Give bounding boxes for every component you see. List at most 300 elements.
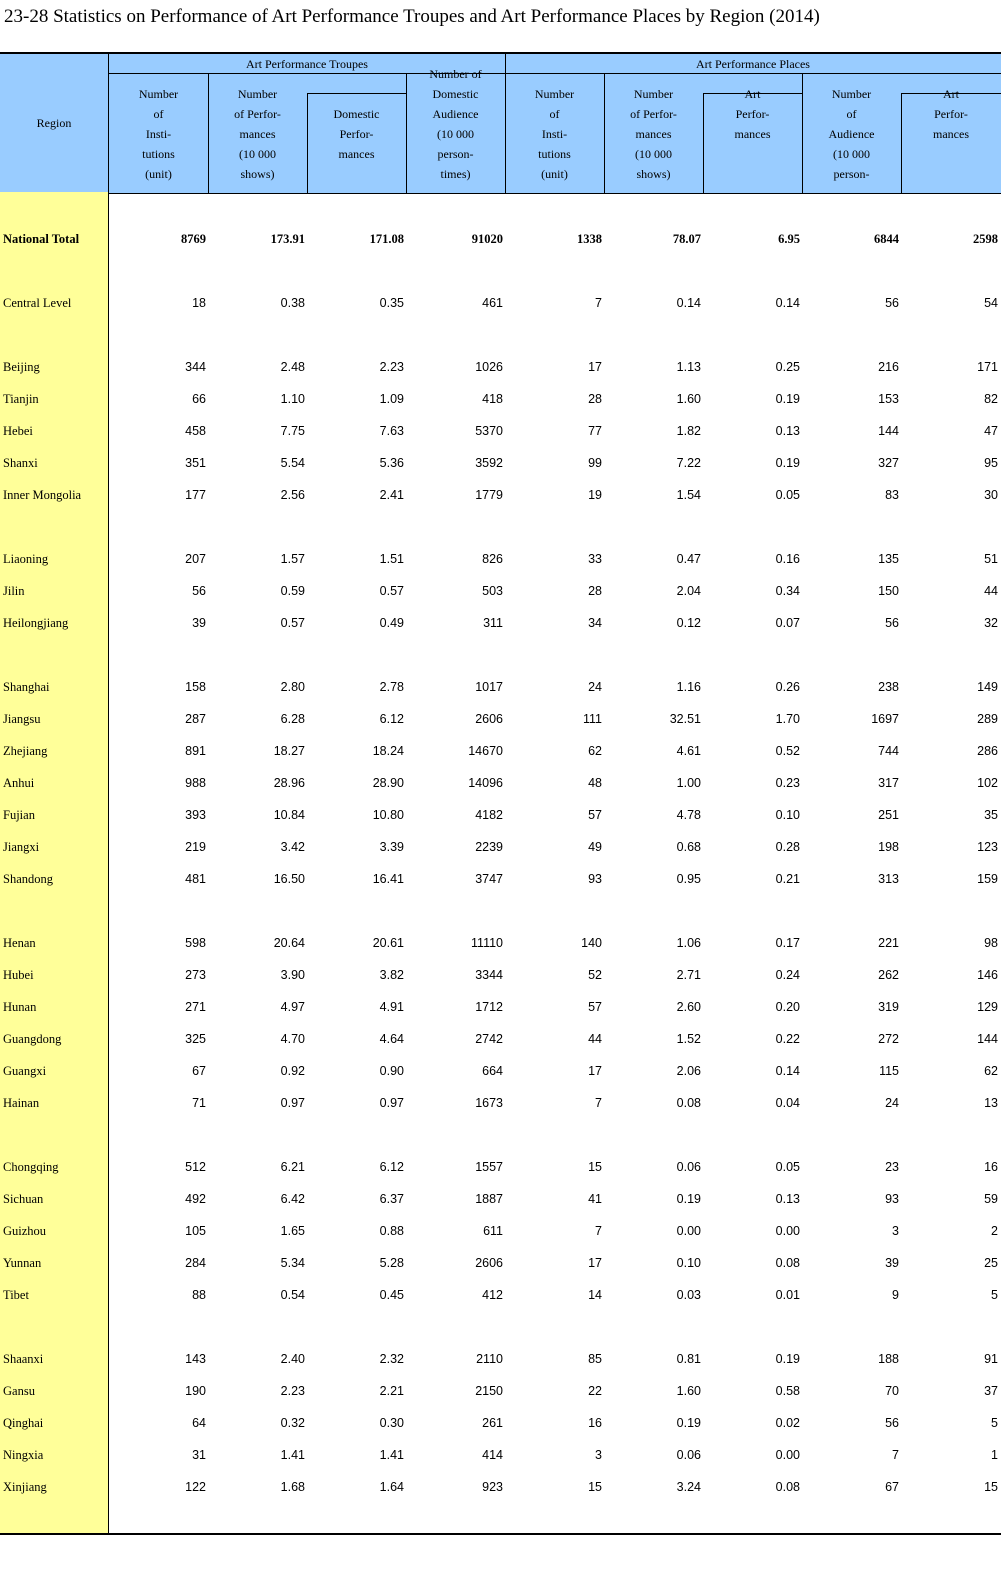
table-cell: 3.24 bbox=[676, 1480, 701, 1494]
table-cell: 146 bbox=[977, 968, 998, 982]
table-cell: 30 bbox=[984, 488, 998, 502]
table-cell: 0.00 bbox=[775, 1224, 800, 1238]
table-cell: 344 bbox=[185, 360, 206, 374]
table-cell: 0.47 bbox=[676, 552, 701, 566]
region-name: Yunnan bbox=[3, 1256, 42, 1270]
table-cell: 71 bbox=[192, 1096, 206, 1110]
table-cell: 77 bbox=[588, 424, 602, 438]
table-cell: 102 bbox=[977, 776, 998, 790]
table-cell: 3344 bbox=[475, 968, 503, 982]
table-cell: 11110 bbox=[471, 936, 503, 950]
table-cell: 159 bbox=[977, 872, 998, 886]
table-cell: 7.22 bbox=[676, 456, 701, 470]
table-cell: 5370 bbox=[475, 424, 503, 438]
table-cell: 0.59 bbox=[280, 584, 305, 598]
table-cell: 418 bbox=[482, 392, 503, 406]
table-cell: 261 bbox=[482, 1416, 503, 1430]
table-cell: 16 bbox=[984, 1160, 998, 1174]
column-header: Art Perfor- mances bbox=[933, 87, 969, 141]
table-cell: 271 bbox=[185, 1000, 206, 1014]
table-cell: 51 bbox=[984, 552, 998, 566]
table-cell: 41 bbox=[588, 1192, 602, 1206]
table-cell: 1.70 bbox=[775, 712, 800, 726]
table-cell: 24 bbox=[885, 1096, 899, 1110]
table-cell: 0.17 bbox=[775, 936, 800, 950]
table-cell: 0.05 bbox=[775, 1160, 800, 1174]
table-cell: 44 bbox=[984, 584, 998, 598]
table-cell: 2239 bbox=[475, 840, 503, 854]
table-cell: 59 bbox=[984, 1192, 998, 1206]
table-cell: 1557 bbox=[475, 1160, 503, 1174]
table-cell: 3 bbox=[892, 1224, 899, 1238]
table-cell: 0.54 bbox=[280, 1288, 305, 1302]
table-cell: 5.28 bbox=[379, 1256, 404, 1270]
table-cell: 2598 bbox=[973, 232, 998, 246]
table-cell: 7 bbox=[595, 296, 602, 310]
region-name: Heilongjiang bbox=[3, 616, 69, 630]
table-row bbox=[0, 1061, 1001, 1083]
region-name: Chongqing bbox=[3, 1160, 59, 1174]
table-cell: 289 bbox=[977, 712, 998, 726]
table-cell: 988 bbox=[185, 776, 206, 790]
table-cell: 111 bbox=[582, 712, 602, 726]
table-cell: 144 bbox=[977, 1032, 998, 1046]
table-cell: 412 bbox=[482, 1288, 503, 1302]
table-cell: 2742 bbox=[475, 1032, 503, 1046]
table-cell: 3.82 bbox=[379, 968, 404, 982]
region-name: Gansu bbox=[3, 1384, 35, 1398]
table-row bbox=[0, 837, 1001, 859]
table-cell: 1 bbox=[991, 1448, 998, 1462]
table-row bbox=[0, 421, 1001, 443]
table-cell: 2 bbox=[991, 1224, 998, 1238]
column-header: Number of Domestic Audience (10 000 person- times) bbox=[429, 67, 482, 181]
table-cell: 0.00 bbox=[775, 1448, 800, 1462]
region-name: Shandong bbox=[3, 872, 53, 886]
table-cell: 16.50 bbox=[273, 872, 305, 886]
table-cell: 13 bbox=[984, 1096, 998, 1110]
table-cell: 14670 bbox=[468, 744, 503, 758]
table-cell: 0.38 bbox=[280, 296, 305, 310]
table-cell: 6.12 bbox=[379, 712, 404, 726]
table-cell: 0.95 bbox=[676, 872, 701, 886]
column-header: Number of Insti- tutions (unit) bbox=[534, 87, 575, 181]
region-name: Guangdong bbox=[3, 1032, 62, 1046]
table-row bbox=[0, 581, 1001, 603]
table-cell: 39 bbox=[192, 616, 206, 630]
table-cell: 0.92 bbox=[280, 1064, 305, 1078]
table-cell: 923 bbox=[482, 1480, 503, 1494]
table-cell: 35 bbox=[984, 808, 998, 822]
table-cell: 16.41 bbox=[372, 872, 404, 886]
table-cell: 1673 bbox=[475, 1096, 503, 1110]
table-cell: 351 bbox=[185, 456, 206, 470]
table-row bbox=[0, 933, 1001, 955]
region-name: Guizhou bbox=[3, 1224, 47, 1238]
table-cell: 0.32 bbox=[280, 1416, 305, 1430]
table-cell: 140 bbox=[581, 936, 602, 950]
table-cell: 37 bbox=[984, 1384, 998, 1398]
table-cell: 0.19 bbox=[676, 1416, 701, 1430]
table-cell: 0.13 bbox=[775, 424, 800, 438]
table-row bbox=[0, 1477, 1001, 1499]
region-name: Zhejiang bbox=[3, 744, 48, 758]
region-name: Shanghai bbox=[3, 680, 50, 694]
table-cell: 6.21 bbox=[280, 1160, 305, 1174]
table-cell: 135 bbox=[878, 552, 899, 566]
table-cell: 56 bbox=[885, 296, 899, 310]
table-cell: 0.08 bbox=[676, 1096, 701, 1110]
table-cell: 492 bbox=[185, 1192, 206, 1206]
table-cell: 4182 bbox=[475, 808, 503, 822]
table-cell: 18 bbox=[192, 296, 206, 310]
table-cell: 3.42 bbox=[280, 840, 305, 854]
table-cell: 0.01 bbox=[775, 1288, 800, 1302]
table-cell: 6.37 bbox=[379, 1192, 404, 1206]
table-cell: 56 bbox=[885, 616, 899, 630]
table-cell: 0.30 bbox=[379, 1416, 404, 1430]
table-cell: 0.25 bbox=[775, 360, 800, 374]
table-cell: 10.80 bbox=[372, 808, 404, 822]
column-header: Number of Audience (10 000 person- bbox=[828, 87, 875, 181]
table-row bbox=[0, 549, 1001, 571]
table-cell: 481 bbox=[185, 872, 206, 886]
table-cell: 1.16 bbox=[676, 680, 701, 694]
table-cell: 49 bbox=[588, 840, 602, 854]
column-header: Number of Insti- tutions (unit) bbox=[138, 87, 179, 181]
table-cell: 2606 bbox=[475, 1256, 503, 1270]
table-cell: 171 bbox=[977, 360, 998, 374]
table-cell: 216 bbox=[878, 360, 899, 374]
table-cell: 44 bbox=[588, 1032, 602, 1046]
table-cell: 0.34 bbox=[775, 584, 800, 598]
table-cell: 64 bbox=[192, 1416, 206, 1430]
table-cell: 32 bbox=[984, 616, 998, 630]
table-cell: 1.41 bbox=[280, 1448, 305, 1462]
table-cell: 393 bbox=[185, 808, 206, 822]
table-cell: 0.16 bbox=[775, 552, 800, 566]
group-header-troupes: Art Performance Troupes bbox=[246, 57, 368, 71]
table-cell: 0.57 bbox=[280, 616, 305, 630]
table-cell: 0.00 bbox=[676, 1224, 701, 1238]
table-row bbox=[0, 997, 1001, 1019]
table-cell: 3747 bbox=[475, 872, 503, 886]
table-cell: 1.60 bbox=[676, 1384, 701, 1398]
table-cell: 598 bbox=[185, 936, 206, 950]
table-row bbox=[0, 293, 1001, 315]
table-cell: 57 bbox=[588, 808, 602, 822]
table-cell: 0.14 bbox=[676, 296, 701, 310]
table-cell: 67 bbox=[192, 1064, 206, 1078]
table-cell: 17 bbox=[588, 1064, 602, 1078]
table-cell: 458 bbox=[185, 424, 206, 438]
table-cell: 0.07 bbox=[775, 616, 800, 630]
table-row bbox=[0, 1381, 1001, 1403]
table-cell: 39 bbox=[885, 1256, 899, 1270]
region-name: Jiangsu bbox=[3, 712, 41, 726]
table-cell: 47 bbox=[984, 424, 998, 438]
table-cell: 664 bbox=[482, 1064, 503, 1078]
table-cell: 34 bbox=[588, 616, 602, 630]
table-cell: 4.97 bbox=[280, 1000, 305, 1014]
table-cell: 0.12 bbox=[676, 616, 701, 630]
table-row bbox=[0, 869, 1001, 891]
table-cell: 19 bbox=[588, 488, 602, 502]
table-cell: 512 bbox=[185, 1160, 206, 1174]
table-cell: 20.61 bbox=[372, 936, 404, 950]
table-cell: 744 bbox=[878, 744, 899, 758]
table-cell: 82 bbox=[984, 392, 998, 406]
table-cell: 8769 bbox=[181, 232, 206, 246]
region-name: Sichuan bbox=[3, 1192, 44, 1206]
table-row bbox=[0, 613, 1001, 635]
region-name: Hainan bbox=[3, 1096, 40, 1110]
table-row bbox=[0, 357, 1001, 379]
table-cell: 0.52 bbox=[775, 744, 800, 758]
table-cell: 311 bbox=[483, 616, 503, 630]
table-cell: 826 bbox=[482, 552, 503, 566]
table-cell: 2.48 bbox=[280, 360, 305, 374]
table-cell: 5 bbox=[991, 1288, 998, 1302]
table-row bbox=[0, 773, 1001, 795]
table-cell: 18.24 bbox=[372, 744, 404, 758]
region-name: Beijing bbox=[3, 360, 40, 374]
table-cell: 0.81 bbox=[676, 1352, 701, 1366]
table-cell: 5.36 bbox=[379, 456, 404, 470]
table-header bbox=[0, 52, 1001, 194]
table-cell: 4.70 bbox=[280, 1032, 305, 1046]
table-cell: 1.57 bbox=[280, 552, 305, 566]
table-cell: 0.28 bbox=[775, 840, 800, 854]
table-cell: 0.13 bbox=[775, 1192, 800, 1206]
table-cell: 4.78 bbox=[676, 808, 701, 822]
table-cell: 115 bbox=[879, 1064, 899, 1078]
table-cell: 0.10 bbox=[676, 1256, 701, 1270]
table-cell: 0.14 bbox=[775, 1064, 800, 1078]
table-cell: 284 bbox=[185, 1256, 206, 1270]
table-cell: 6.42 bbox=[280, 1192, 305, 1206]
table-cell: 62 bbox=[588, 744, 602, 758]
table-cell: 1.64 bbox=[379, 1480, 404, 1494]
table-cell: 93 bbox=[885, 1192, 899, 1206]
table-cell: 0.58 bbox=[775, 1384, 800, 1398]
region-name: Liaoning bbox=[3, 552, 49, 566]
table-cell: 25 bbox=[984, 1256, 998, 1270]
table-cell: 461 bbox=[482, 296, 503, 310]
column-header: Art Perfor- mances bbox=[734, 87, 771, 141]
table-cell: 0.03 bbox=[676, 1288, 701, 1302]
table-cell: 98 bbox=[984, 936, 998, 950]
table-cell: 0.20 bbox=[775, 1000, 800, 1014]
region-name: Guangxi bbox=[3, 1064, 47, 1078]
table-cell: 153 bbox=[878, 392, 899, 406]
table-cell: 1887 bbox=[475, 1192, 503, 1206]
table-cell: 158 bbox=[185, 680, 206, 694]
table-cell: 1.65 bbox=[280, 1224, 305, 1238]
table-cell: 0.97 bbox=[379, 1096, 404, 1110]
table-cell: 7 bbox=[595, 1096, 602, 1110]
table-cell: 0.45 bbox=[379, 1288, 404, 1302]
table-cell: 0.14 bbox=[775, 296, 800, 310]
table-cell: 83 bbox=[885, 488, 899, 502]
table-cell: 2150 bbox=[475, 1384, 503, 1398]
table-cell: 1.09 bbox=[379, 392, 404, 406]
region-name: Shaanxi bbox=[3, 1352, 44, 1366]
table-cell: 0.24 bbox=[775, 968, 800, 982]
table-cell: 0.19 bbox=[775, 392, 800, 406]
table-cell: 891 bbox=[185, 744, 206, 758]
column-header: Domestic Perfor- mances bbox=[333, 107, 380, 161]
region-name: Anhui bbox=[3, 776, 35, 790]
table-row bbox=[0, 485, 1001, 507]
table-cell: 23 bbox=[885, 1160, 899, 1174]
region-name: Hubei bbox=[3, 968, 34, 982]
table-cell: 251 bbox=[878, 808, 899, 822]
table-cell: 3592 bbox=[475, 456, 503, 470]
table-cell: 503 bbox=[482, 584, 503, 598]
table-cell: 0.35 bbox=[379, 296, 404, 310]
table-cell: 287 bbox=[185, 712, 206, 726]
table-cell: 1779 bbox=[475, 488, 503, 502]
table-cell: 54 bbox=[984, 296, 998, 310]
table-cell: 1.54 bbox=[676, 488, 701, 502]
table-cell: 1.51 bbox=[379, 552, 404, 566]
table-row bbox=[0, 805, 1001, 827]
table-cell: 219 bbox=[185, 840, 206, 854]
table-row bbox=[0, 741, 1001, 763]
table-cell: 190 bbox=[185, 1384, 206, 1398]
table-cell: 5 bbox=[991, 1416, 998, 1430]
table-cell: 2.40 bbox=[280, 1352, 305, 1366]
table-cell: 221 bbox=[878, 936, 899, 950]
table-cell: 17 bbox=[588, 1256, 602, 1270]
table-cell: 0.57 bbox=[379, 584, 404, 598]
table-cell: 143 bbox=[185, 1352, 206, 1366]
table-cell: 0.90 bbox=[379, 1064, 404, 1078]
table-cell: 0.68 bbox=[676, 840, 701, 854]
table-cell: 1.00 bbox=[676, 776, 701, 790]
table-cell: 7 bbox=[595, 1224, 602, 1238]
table-cell: 28 bbox=[588, 584, 602, 598]
table-cell: 2.23 bbox=[379, 360, 404, 374]
table-cell: 4.64 bbox=[379, 1032, 404, 1046]
table-cell: 1.13 bbox=[676, 360, 701, 374]
table-cell: 207 bbox=[185, 552, 206, 566]
table-cell: 122 bbox=[185, 1480, 206, 1494]
table-cell: 33 bbox=[588, 552, 602, 566]
table-cell: 1.60 bbox=[676, 392, 701, 406]
table-cell: 32.51 bbox=[669, 712, 701, 726]
table-cell: 99 bbox=[588, 456, 602, 470]
table-cell: 15 bbox=[588, 1160, 602, 1174]
table-cell: 0.21 bbox=[775, 872, 800, 886]
table-cell: 2.80 bbox=[280, 680, 305, 694]
region-name: National Total bbox=[3, 232, 80, 246]
table-cell: 2.78 bbox=[379, 680, 404, 694]
table-cell: 6.95 bbox=[778, 232, 800, 246]
table-cell: 317 bbox=[878, 776, 899, 790]
table-row bbox=[0, 1349, 1001, 1371]
table-cell: 14096 bbox=[468, 776, 503, 790]
table-cell: 2.04 bbox=[676, 584, 701, 598]
table-cell: 78.07 bbox=[672, 232, 701, 246]
table-row bbox=[0, 1189, 1001, 1211]
table-cell: 15 bbox=[588, 1480, 602, 1494]
table-cell: 3.90 bbox=[280, 968, 305, 982]
table-cell: 7.63 bbox=[379, 424, 404, 438]
table-cell: 177 bbox=[185, 488, 206, 502]
table-cell: 0.26 bbox=[775, 680, 800, 694]
table-cell: 4.91 bbox=[379, 1000, 404, 1014]
table-cell: 16 bbox=[588, 1416, 602, 1430]
table-cell: 31 bbox=[192, 1448, 206, 1462]
table-cell: 272 bbox=[878, 1032, 899, 1046]
region-name: Central Level bbox=[3, 296, 72, 310]
table-cell: 611 bbox=[483, 1224, 503, 1238]
table-cell: 10.84 bbox=[273, 808, 305, 822]
table-cell: 17 bbox=[588, 360, 602, 374]
region-column-header: Region bbox=[36, 116, 72, 130]
table-row bbox=[0, 965, 1001, 987]
table-cell: 52 bbox=[588, 968, 602, 982]
table-cell: 6.12 bbox=[379, 1160, 404, 1174]
table-cell: 129 bbox=[977, 1000, 998, 1014]
table-cell: 6844 bbox=[874, 232, 899, 246]
table-cell: 9 bbox=[892, 1288, 899, 1302]
table-row bbox=[0, 229, 1001, 251]
table-cell: 238 bbox=[878, 680, 899, 694]
table-cell: 173.91 bbox=[270, 232, 305, 246]
table-cell: 3.39 bbox=[379, 840, 404, 854]
table-row bbox=[0, 453, 1001, 475]
table-row bbox=[0, 1253, 1001, 1275]
table-row bbox=[0, 1221, 1001, 1243]
table-cell: 150 bbox=[878, 584, 899, 598]
table-cell: 188 bbox=[878, 1352, 899, 1366]
table-cell: 91 bbox=[984, 1352, 998, 1366]
table-cell: 7 bbox=[892, 1448, 899, 1462]
table-cell: 1712 bbox=[475, 1000, 503, 1014]
table-cell: 2.23 bbox=[280, 1384, 305, 1398]
region-name: Tibet bbox=[3, 1288, 29, 1302]
table-row bbox=[0, 389, 1001, 411]
table-cell: 144 bbox=[878, 424, 899, 438]
region-name: Jiangxi bbox=[3, 840, 40, 854]
region-name: Henan bbox=[3, 936, 36, 950]
table-cell: 15 bbox=[984, 1480, 998, 1494]
table-cell: 313 bbox=[878, 872, 899, 886]
table-cell: 2.56 bbox=[280, 488, 305, 502]
table-cell: 91020 bbox=[471, 232, 503, 246]
table-cell: 327 bbox=[878, 456, 899, 470]
table-cell: 0.49 bbox=[379, 616, 404, 630]
region-name: Xinjiang bbox=[3, 1480, 47, 1494]
table-cell: 3 bbox=[595, 1448, 602, 1462]
table-row bbox=[0, 677, 1001, 699]
region-name: Qinghai bbox=[3, 1416, 44, 1430]
table-cell: 123 bbox=[977, 840, 998, 854]
table-cell: 1026 bbox=[475, 360, 503, 374]
table-cell: 66 bbox=[192, 392, 206, 406]
region-name: Ningxia bbox=[3, 1448, 44, 1462]
table-cell: 105 bbox=[185, 1224, 206, 1238]
table-cell: 0.06 bbox=[676, 1448, 701, 1462]
table-cell: 5.54 bbox=[280, 456, 305, 470]
table-cell: 7.75 bbox=[280, 424, 305, 438]
table-cell: 24 bbox=[588, 680, 602, 694]
table-cell: 2.06 bbox=[676, 1064, 701, 1078]
table-cell: 1.06 bbox=[676, 936, 701, 950]
